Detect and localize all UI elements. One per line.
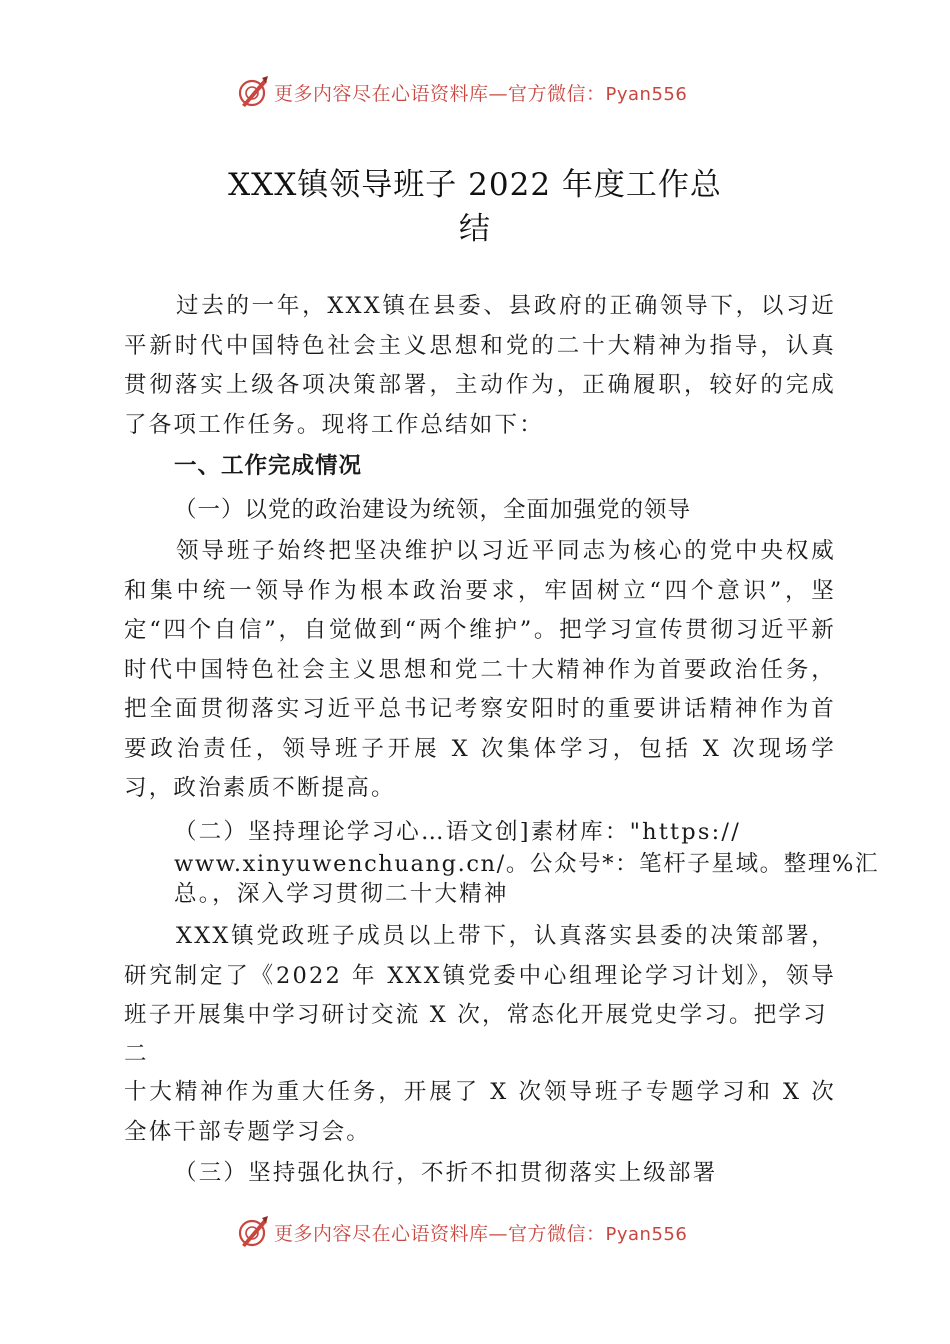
subsection-2-heading-line-1: （二）坚持理论学习心…语文创]素材库："https:// xyxy=(174,819,741,845)
subsection-2-body-part-2: 二 xyxy=(124,1041,149,1067)
pen-logo-icon xyxy=(236,1215,270,1249)
subsection-2-body-part-1: XXX镇党政班子成员以上带下，认真落实县委的决策部署，研究制定了《2022 年 XXX镇党委中心组理论学习计划》，领导班子开展集中学习研讨交流 X 次，常态化开展党史学习。把学习 xyxy=(124,923,836,1028)
watermark-text: 更多内容尽在心语资料库—官方微信：Pyan556 xyxy=(274,82,688,105)
title-line-2: 结 xyxy=(459,211,491,247)
watermark-text: 更多内容尽在心语资料库—官方微信：Pyan556 xyxy=(274,1222,688,1245)
section-1-heading: 一、工作完成情况 xyxy=(174,453,363,479)
watermark-handle: Pyan556 xyxy=(605,83,688,105)
watermark-handle: Pyan556 xyxy=(605,1223,688,1245)
title-line-1: XXX镇领导班子 2022 年度工作总 xyxy=(228,167,722,203)
subsection-1-heading: （一）以党的政治建设为统领，全面加强党的领导 xyxy=(174,497,692,523)
subsection-2-heading-line-2: www.xinyuwenchuang.cn/。公众号*：笔杆子星域。整理%汇 xyxy=(174,851,880,877)
intro-paragraph: 过去的一年，XXX镇在县委、县政府的正确领导下，以习近平新时代中国特色社会主义思想和党的二十大精神为指导，认真贯彻落实上级各项决策部署，主动作为，正确履职，较好的完成了各项工作任务。现将工作总结如下： xyxy=(124,293,836,438)
footer-watermark-banner xyxy=(236,1214,726,1250)
header-watermark-banner xyxy=(236,74,726,110)
subsection-1-body: 领导班子始终把坚决维护以习近平同志为核心的党中央权威和集中统一领导作为根本政治要求，牢固树立“四个意识”，坚定“四个自信”，自觉做到“两个维护”。把学习宣传贯彻习近平新时代中国特色社会主义思想和党二十大精神作为首要政治任务，把全面贯彻落实习近平总书记考察安阳时的重要讲话精神作为首要政治责任，领导班子开展 X 次集体学习，包括 X 次现场学习，政治素质不断提高。 xyxy=(124,538,836,801)
document-title xyxy=(150,163,800,251)
pen-logo-icon xyxy=(236,75,270,109)
subsection-2-heading-line-3: 总。，深入学习贯彻二十大精神 xyxy=(174,881,509,907)
subsection-3-heading: （三）坚持强化执行，不折不扣贯彻落实上级部署 xyxy=(174,1160,718,1186)
subsection-2-body-part-3: 十大精神作为重大任务，开展了 X 次领导班子专题学习和 X 次全体干部专题学习会。 xyxy=(124,1079,836,1145)
